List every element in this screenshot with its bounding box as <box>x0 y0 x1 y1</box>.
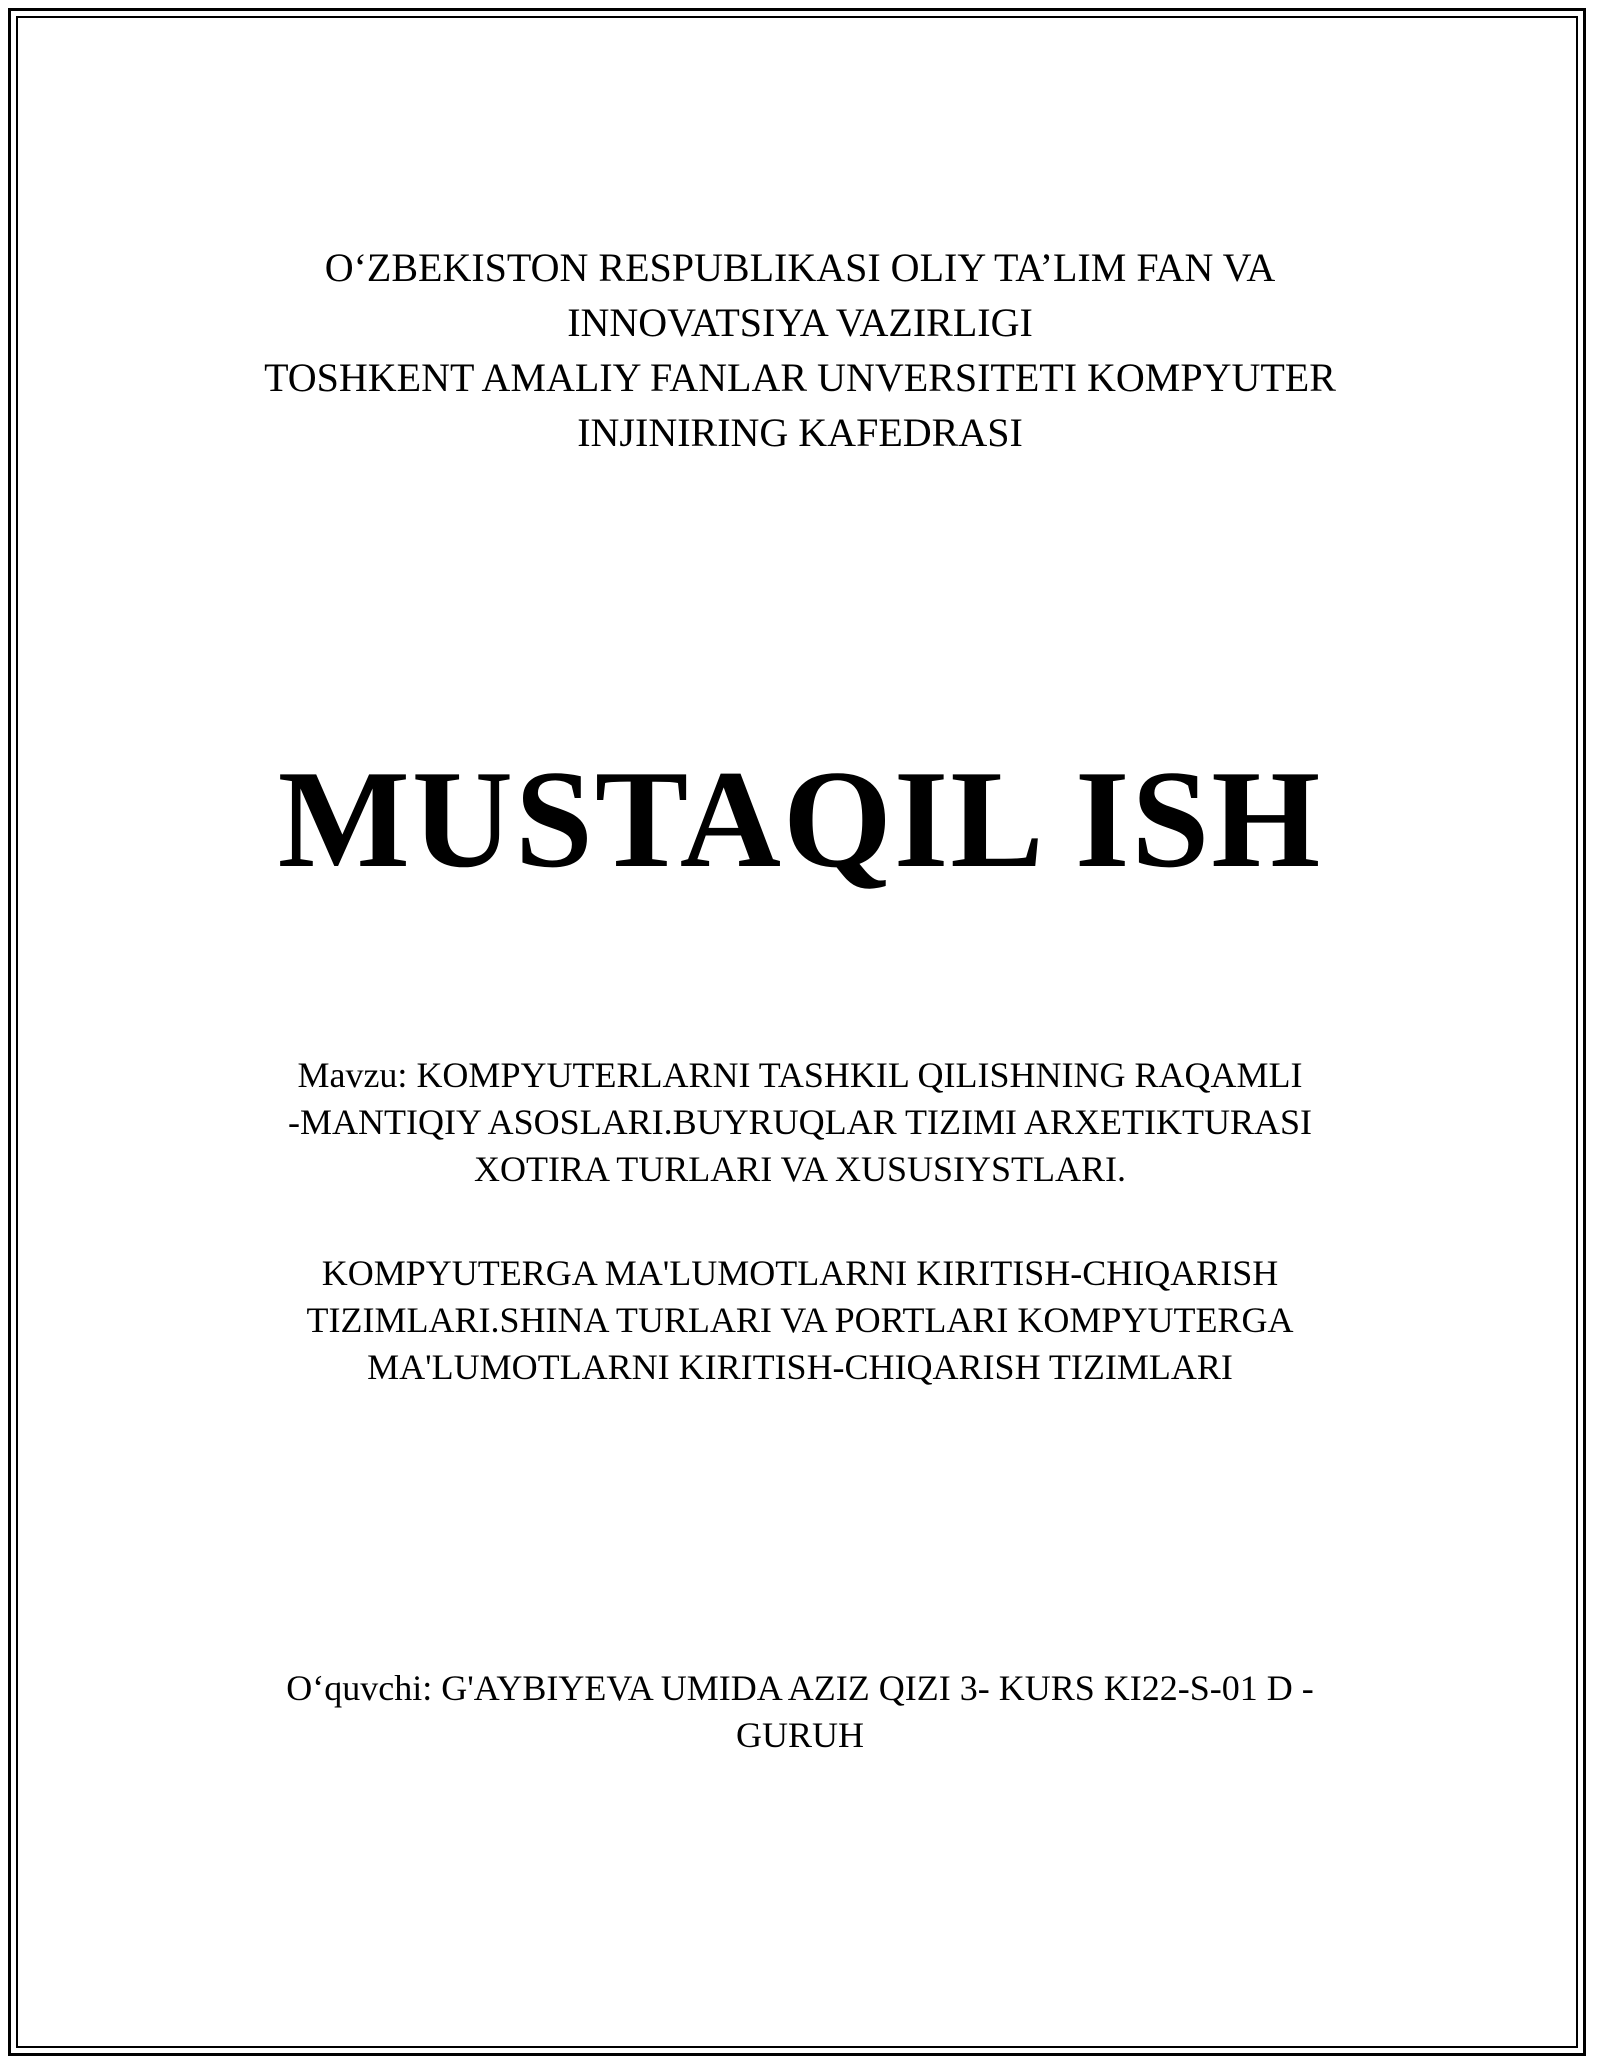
topic-line: -MANTIQIY ASOSLARI.BUYRUQLAR TIZIMI ARXETIKTURASI <box>288 1102 1312 1142</box>
topic-block <box>0 1052 1600 1193</box>
header-line: O‘ZBEKISTON RESPUBLIKASI OLIY TA’LIM FAN VA <box>324 245 1276 290</box>
student-line: O‘quvchi: G'AYBIYEVA UMIDA AZIZ QIZI 3- KURS KI22-S-01 D - <box>286 1668 1314 1708</box>
ministry-header <box>0 240 1600 460</box>
topic-line: Mavzu: KOMPYUTERLARNI TASHKIL QILISHNING RAQAMLI <box>297 1055 1303 1095</box>
document-title: MUSTAQIL ISH <box>277 742 1323 897</box>
header-line: INNOVATSIYA VAZIRLIGI <box>567 300 1033 345</box>
header-line: TOSHKENT AMALIY FANLAR UNVERSITETI KOMPYUTER <box>264 355 1336 400</box>
student-line: GURUH <box>735 1715 864 1755</box>
topic-line: MA'LUMOTLARNI KIRITISH-CHIQARISH TIZIMLARI <box>367 1347 1233 1387</box>
topic-line: TIZIMLARI.SHINA TURLARI VA PORTLARI KOMPYUTERGA <box>306 1300 1294 1340</box>
student-info <box>0 1665 1600 1759</box>
topic-block-second <box>0 1250 1600 1391</box>
topic-line: XOTIRA TURLARI VA XUSUSIYSTLARI. <box>473 1149 1127 1189</box>
topic-line: KOMPYUTERGA MA'LUMOTLARNI KIRITISH-CHIQARISH <box>321 1253 1279 1293</box>
header-line: INJINIRING KAFEDRASI <box>577 410 1023 455</box>
